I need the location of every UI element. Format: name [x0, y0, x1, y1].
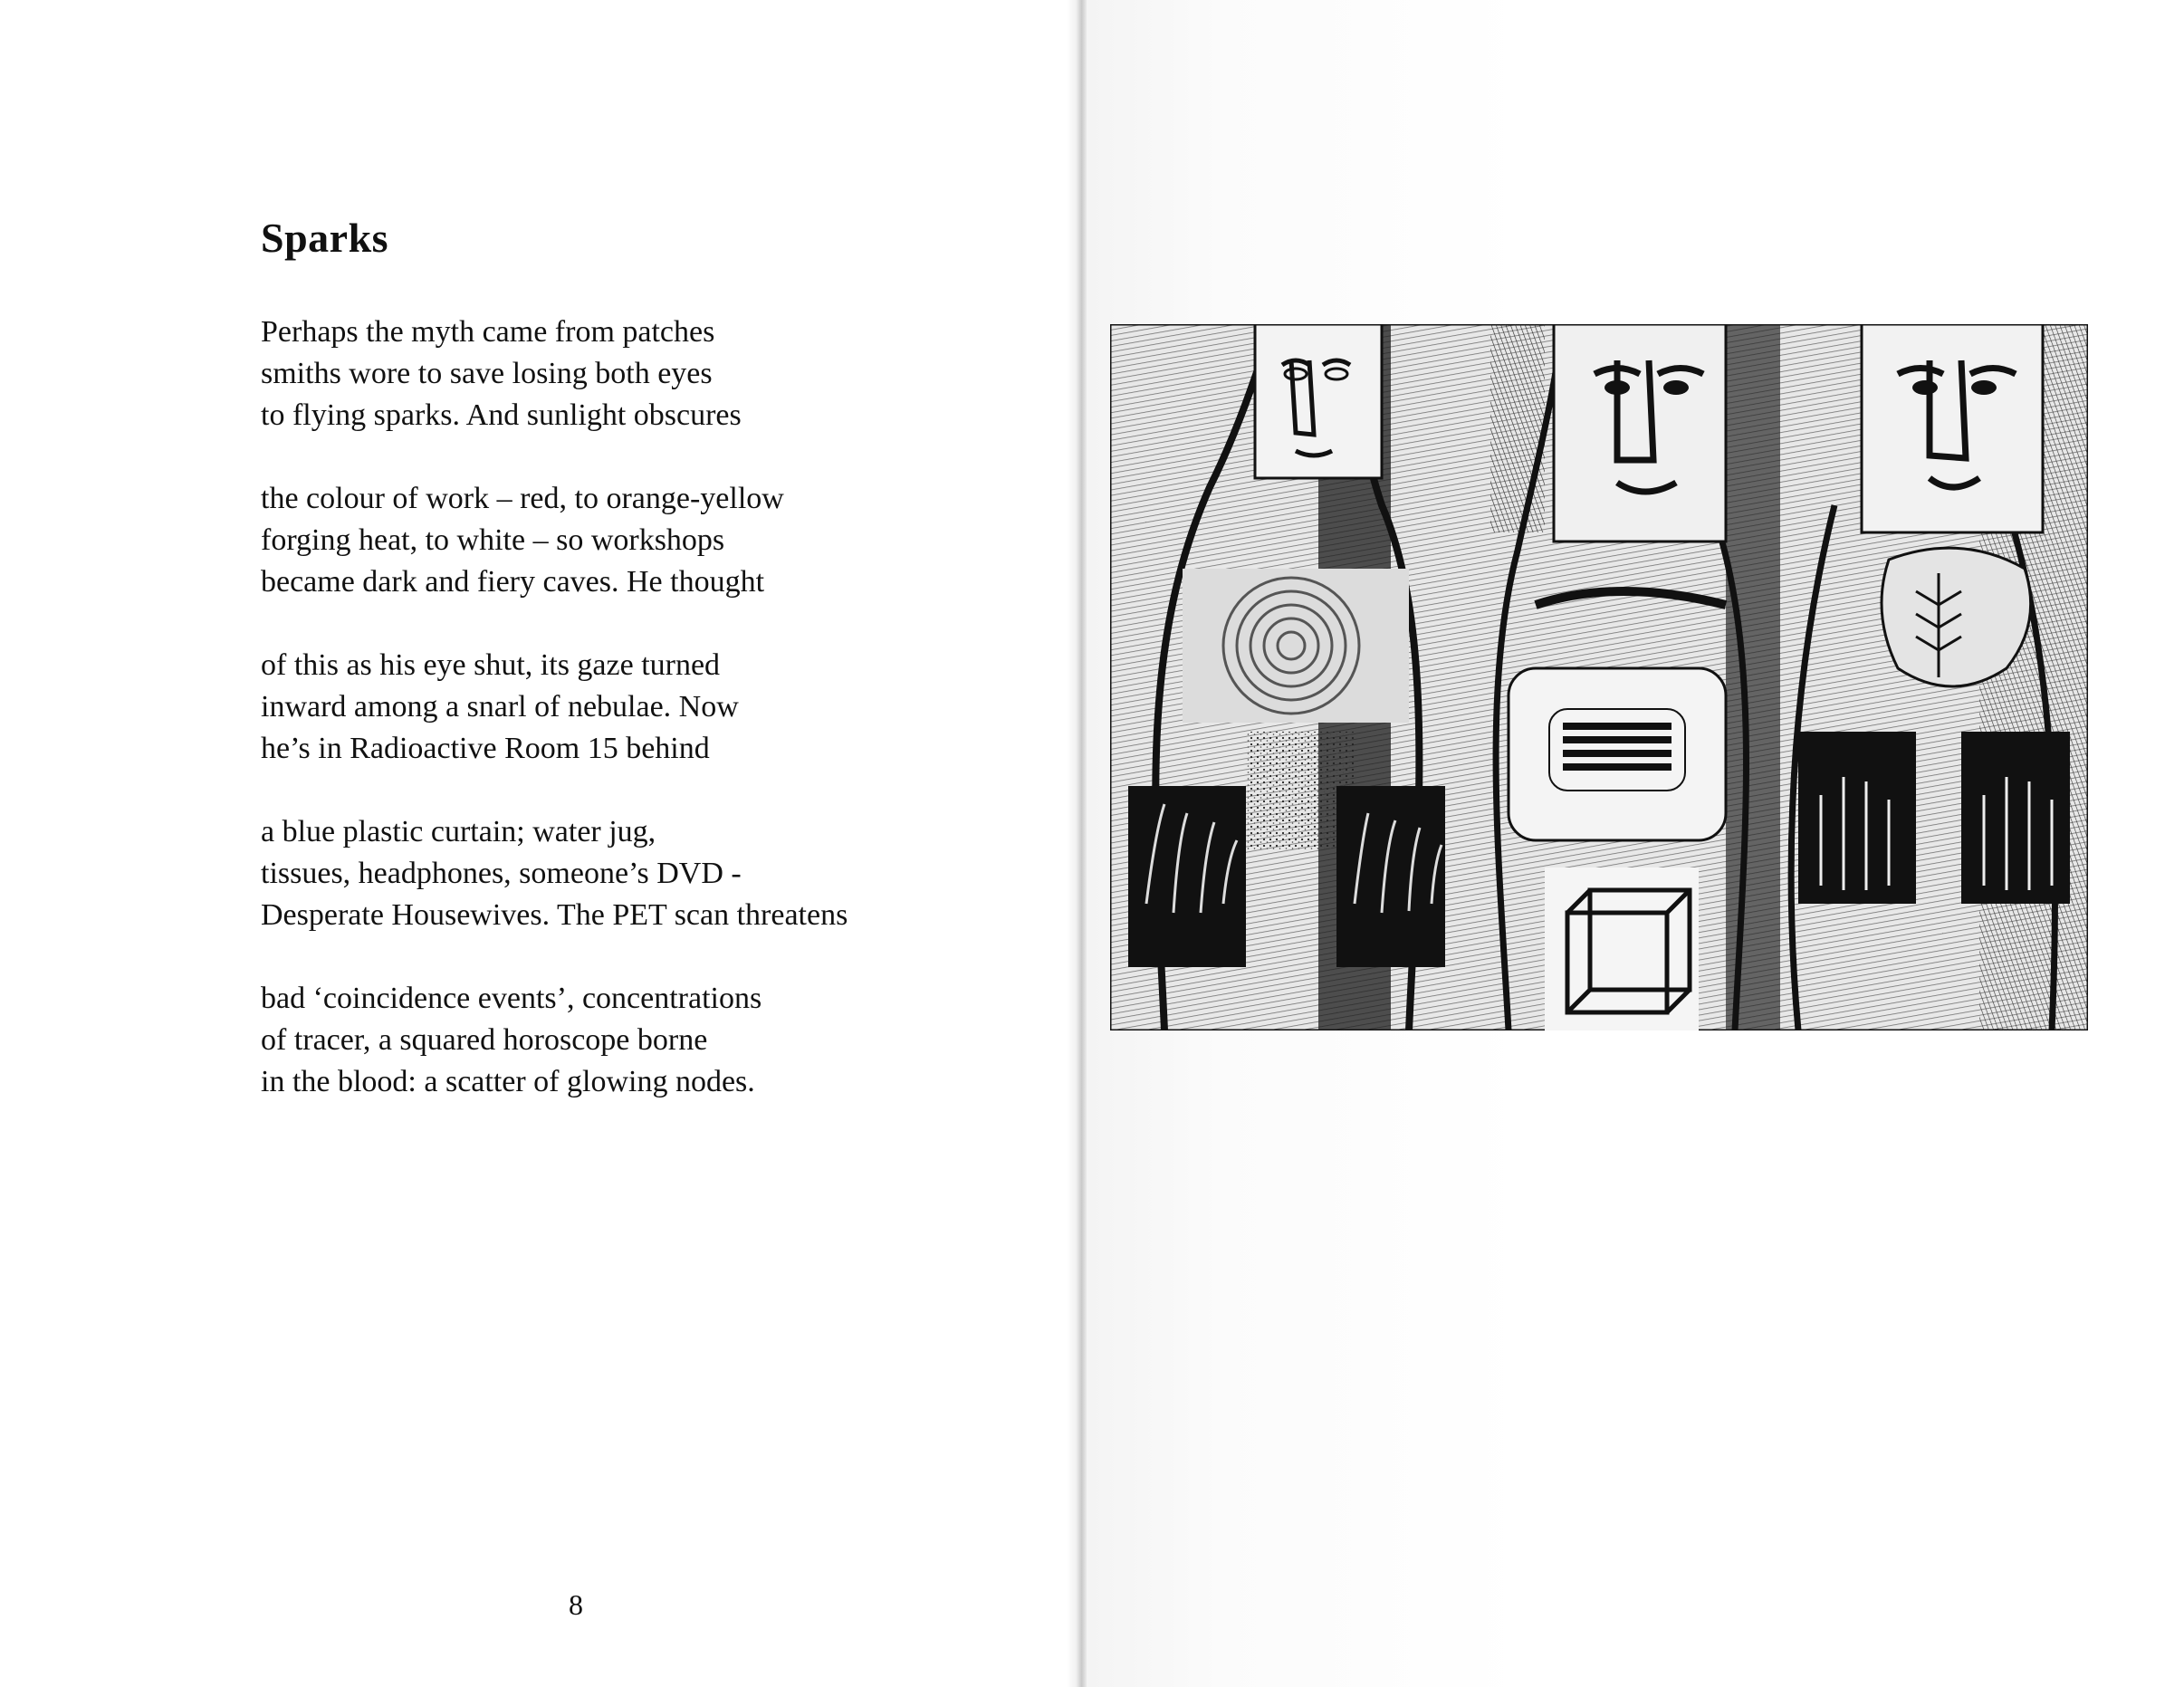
- stanza: [261, 978, 949, 1103]
- poem-line: Desperate Housewives. The PET scan threatens: [261, 898, 848, 932]
- stanza: [261, 312, 949, 436]
- stanza: [261, 645, 949, 770]
- figures-artwork-icon: [1110, 324, 2088, 1030]
- poem-line: of this as his eye shut, its gaze turned: [261, 648, 721, 682]
- poem-line: became dark and fiery caves. He thought: [261, 565, 765, 599]
- poem-line: inward among a snarl of nebulae. Now: [261, 690, 739, 724]
- stanza: [261, 811, 949, 936]
- poem-line: in the blood: a scatter of glowing nodes.: [261, 1065, 755, 1098]
- poem-line: smiths wore to save losing both eyes: [261, 357, 713, 390]
- poem-line: a blue plastic curtain; water jug,: [261, 815, 656, 848]
- poem-line: tissues, headphones, someone’s DVD -: [261, 857, 742, 890]
- poem-line: of tracer, a squared horoscope borne: [261, 1023, 708, 1057]
- left-page: [0, 0, 1074, 1687]
- page-number: 8: [569, 1588, 583, 1621]
- poem-line: the colour of work – red, to orange-yellow: [261, 482, 784, 515]
- poem-line: Perhaps the myth came from patches: [261, 315, 715, 349]
- poem-line: to flying sparks. And sunlight obscures: [261, 398, 742, 432]
- poem-line: bad ‘coincidence events’, concentrations: [261, 982, 762, 1015]
- poem-line: forging heat, to white – so workshops: [261, 523, 725, 557]
- poem-line: he’s in Radioactive Room 15 behind: [261, 732, 710, 765]
- stanza: [261, 478, 949, 603]
- poem-title: Sparks: [261, 215, 389, 261]
- poem-body: [261, 312, 949, 1145]
